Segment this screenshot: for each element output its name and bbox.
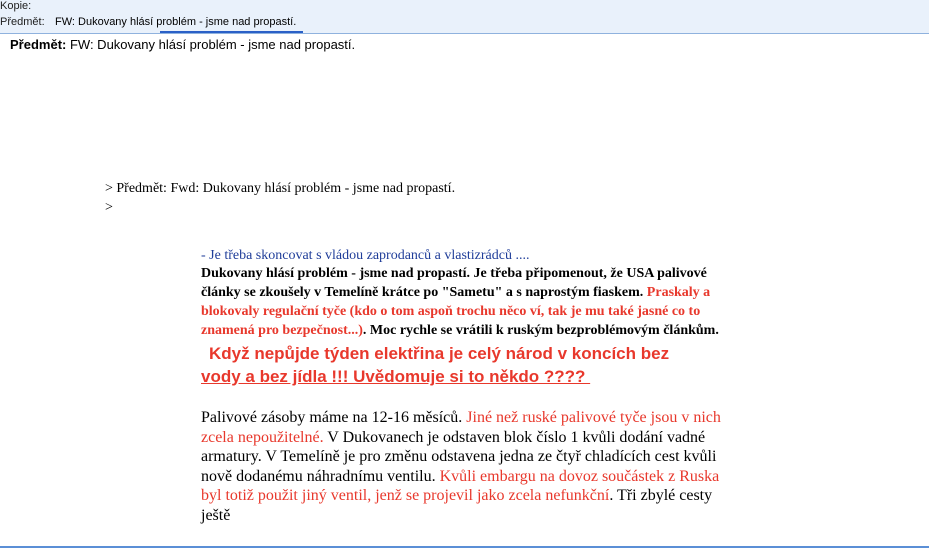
message-subject-value: FW: Dukovany hlásí problém - jsme nad propastí.: [69, 37, 356, 52]
paragraph-2-part-3: V Dukovanech je odstaven blok číslo 1 kvůli dodání vadné armatury. V Temelíně je pro změnu odstavena jedna ze čtyř chladících cest kvůli nově dodanému náhradnímu ventilu.: [201, 428, 717, 485]
quote-marker: >: [105, 200, 113, 215]
paragraph-2-part-1: Palivové zásoby máme na 12-16 měsíců.: [201, 409, 467, 426]
bold-paragraph-part-3: . Moc rychle se vrátili k ruským bezproblémovým článkům.: [362, 323, 719, 338]
paragraph-2-part-5: . Tři zbylé cesty ještě: [201, 487, 713, 524]
paragraph-2-red-2: Kvůli embargu na dovoz součástek z Ruska byl totiž použit jiný ventil, jenž se projevil jako zcela nefunkční: [201, 467, 720, 505]
quoted-subject-line: > Předmět: Fwd: Dukovany hlásí problém - jsme nad propastí.: [105, 181, 456, 196]
warning-line-2: vody a bez jídla !!! Uvědomuje si to někdo ????: [201, 367, 591, 386]
paragraph-2-red-1: Jiné než ruské palivové tyče jsou v nich zcela nepoužitelné.: [201, 409, 721, 446]
subject-label: Předmět:: [0, 16, 45, 28]
intro-line: - Je třeba skoncovat s vládou zaprodanců a vlastizrádců ....: [201, 248, 530, 263]
cc-label: Kopie:: [0, 0, 32, 12]
bold-paragraph: [201, 264, 736, 340]
bold-paragraph-red: Praskaly a blokovaly regulační tyče (kdo o tom aspoň trochu něco ví, tak je mu také jasné co to znamená pro bezpečnost...): [201, 285, 711, 338]
paragraph-2: [201, 408, 721, 526]
message-body: [201, 247, 741, 526]
bold-paragraph-part-1: Dukovany hlásí problém - jsme nad propastí. Je třeba připomenout, že USA palivové články se zkoušely v Temelíně krátce po "Sametu" a s naprostým fiaskem.: [201, 266, 707, 300]
message-subject-line: [10, 37, 355, 52]
message-header: [0, 0, 929, 34]
subject-field[interactable]: FW: Dukovany hlásí problém - jsme nad propastí.: [55, 16, 297, 28]
warning-block: [201, 342, 741, 388]
subject-cursor-underline: [160, 31, 303, 33]
warning-line-1: Když nepůjde týden elektřina je celý národ v koncích bez: [209, 344, 670, 363]
message-subject-label: Předmět:: [10, 37, 67, 52]
